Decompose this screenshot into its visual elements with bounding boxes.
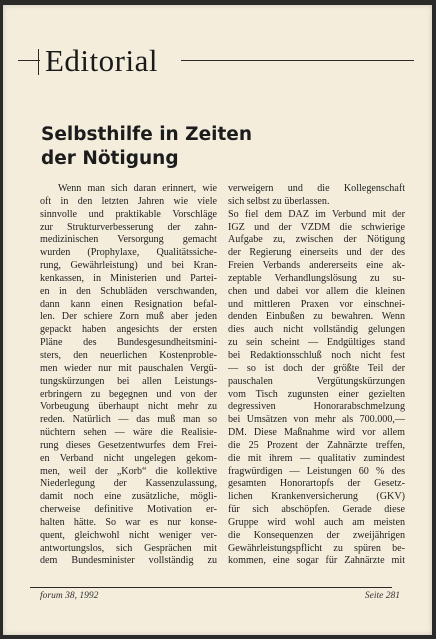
magazine-page	[3, 5, 432, 635]
article-text-line: quent, gleichwohl nicht weniger ver-	[40, 529, 217, 541]
article-text-line: — so ist doch der größte Teil der	[228, 362, 405, 374]
article-text-line: en Verband nicht ungelegen gekom-	[40, 452, 217, 464]
article-text-line: fragwürdigen — Leistungen 60 % des	[228, 465, 405, 477]
article-text-line: für sich abschöpfen. Gerade diese	[228, 504, 405, 516]
article-text-line: wurden (Prophylaxe, Qualitätssiche-	[40, 247, 217, 259]
article-text-line: die 25 Prozent der Zahnärzte treffen,	[228, 439, 405, 451]
article-text-line: dann kann einen Resignation befal-	[40, 298, 217, 310]
article-column-right	[228, 183, 405, 568]
article-text-line: zu sein scheint — Endgültiges stand	[228, 337, 405, 349]
article-text-line: So fiel dem DAZ im Verbund mit der	[228, 208, 405, 220]
footer-rule	[30, 587, 392, 588]
article-text-line: gepackt haben angesichts der ersten	[40, 324, 217, 336]
article-text-line: nüchtern sehen — wäre die Realisie-	[40, 427, 217, 439]
article-text-line: kommen, eine sogar für Zahnärzte mit	[228, 555, 405, 567]
header-rule-left	[18, 60, 40, 61]
article-text-line: und mittleren Praxen vor einschnei-	[228, 298, 405, 310]
article-text-line: Freien Verbands andererseits eine ak-	[228, 260, 405, 272]
article-text-line: die mit ihrem — qualitativ zumindest	[228, 452, 405, 464]
article-text-line: damit noch eine zusätzliche, mögli-	[40, 491, 217, 503]
article-text-line: lichen Krankenversicherung (GKV)	[228, 491, 405, 503]
article-text-line: Gruppe wird wohl auch am meisten	[228, 516, 405, 528]
article-text-line: Niederlegung der Kassenzulassung,	[40, 478, 217, 490]
footer-issue: forum 38, 1992	[40, 591, 99, 601]
article-text-line: Wenn man sich daran erinnert, wie	[58, 183, 217, 194]
article-text-line: bei Umsätzen von mehr als 700.000,—	[228, 414, 405, 426]
article-text-line: rung, Gewährleistung) und bei Kran-	[40, 260, 217, 272]
article-text-line: zur Strukturverbesserung der zahn-	[40, 221, 217, 233]
header-rule-tick	[38, 49, 39, 75]
article-text-line: antwortungslos, sich Gesprächen mit	[40, 542, 217, 554]
article-text-line: reden. Natürlich — das muß man so	[40, 414, 217, 426]
article-text-line: gesamten Honorartopfs der Gesetz-	[228, 478, 405, 490]
article-column-left	[40, 183, 217, 568]
article-text-line: IGZ und der VZDM die schwierige	[228, 221, 405, 233]
article-text-line: rung dieses Gesetzentwurfes dem Frei-	[40, 439, 217, 451]
article-text-line: denden Einbußen zu bewahren. Wenn	[228, 311, 405, 323]
article-text-line: degressiven Honorarabschmelzung	[228, 401, 405, 413]
article-text-line: cherweise definitive Motivation er-	[40, 504, 217, 516]
article-text-line: Aufgabe zu, zwischen der Nötigung	[228, 234, 405, 246]
article-text-line: en in den Schubläden verschwanden,	[40, 285, 217, 297]
article-text-line: der Regierung einerseits und der des	[228, 247, 405, 259]
article-text-line: sters, den neuerlichen Kostenproble-	[40, 349, 217, 361]
article-text-line: bei Redaktionsschluß noch nicht fest	[228, 349, 405, 361]
article-text-line: tungskürzungen bei allen Leistungs-	[40, 375, 217, 387]
article-text-line: len. Der schiere Zorn muß aber jeden	[40, 311, 217, 323]
article-text-line: pauschalen Vergütungskürzungen	[228, 375, 405, 387]
header-rule-right	[181, 60, 414, 61]
article-text-line: DM. Diese Maßnahme wird vor allem	[228, 427, 405, 439]
article-text-line: chen und dabei vor allem die kleinen	[228, 285, 405, 297]
article-text-line: sinnvolle und praktikable Vorschläge	[40, 208, 217, 220]
article-headline	[41, 123, 281, 171]
article-text-line: medizinischen Versorgung gemacht	[40, 234, 217, 246]
article-text-line: kenkassen, in Ministerien und Partei-	[40, 272, 217, 284]
article-text-line: sich selbst zu überlassen.	[228, 195, 330, 207]
article-text-line: erbringern zu begegnen und von der	[40, 388, 217, 400]
headline-line: der Nötigung	[41, 148, 179, 169]
footer-page-number: Seite 281	[364, 591, 400, 601]
article-text-line: Pläne des Bundesgesundheitsmini-	[40, 337, 217, 349]
article-text-line: vom Tisch zugunsten einer gezielten	[228, 388, 405, 400]
article-text-line: dem Bundesminister vollständig zu	[40, 555, 217, 567]
section-title: Editorial	[45, 43, 158, 78]
article-text-line: halten hätte. So war es nur konse-	[40, 516, 217, 528]
article-text-line: verweigern und die Kollegenschaft	[228, 183, 405, 194]
article-text-line: die Konsequenzen der zweijährigen	[228, 529, 405, 541]
article-text-line: zeptable Verhandlungslösung zu su-	[228, 272, 405, 284]
headline-line: Selbsthilfe in Zeiten	[41, 124, 253, 145]
article-text-line: dies auch nicht vollständig gelungen	[228, 324, 405, 336]
article-text-line: Vorbeugung überhaupt nicht mehr zu	[40, 401, 217, 413]
article-text-line: oft in den letzten Jahren wie viele	[40, 195, 217, 207]
article-text-line: Gewährleistungspflicht zu spüren be-	[228, 542, 405, 554]
article-text-line: men wieder nur mit pauschalen Vergü-	[40, 362, 217, 374]
article-text-line: men, weil der „Korb“ die kollektive	[40, 465, 217, 477]
